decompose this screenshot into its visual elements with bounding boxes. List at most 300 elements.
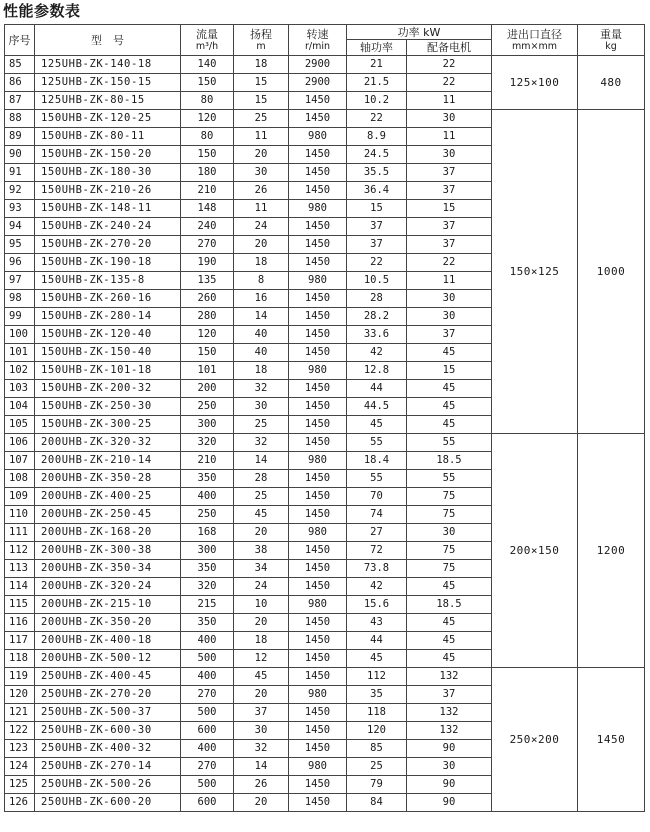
motor-power-cell: 132 (407, 722, 492, 740)
model-cell: 150UHB-ZK-150-40 (35, 344, 181, 362)
speed-cell: 980 (289, 686, 347, 704)
motor-power-cell: 75 (407, 542, 492, 560)
head-cell: 32 (234, 740, 289, 758)
head-cell: 14 (234, 308, 289, 326)
head-cell: 24 (234, 578, 289, 596)
flow-cell: 350 (181, 560, 234, 578)
shaft-power-cell: 112 (347, 668, 407, 686)
header-flow-label: 流量 (196, 27, 218, 41)
shaft-power-cell: 25 (347, 758, 407, 776)
shaft-power-cell: 12.8 (347, 362, 407, 380)
motor-power-cell: 37 (407, 218, 492, 236)
flow-cell: 500 (181, 776, 234, 794)
motor-power-cell: 45 (407, 614, 492, 632)
flow-cell: 320 (181, 578, 234, 596)
motor-power-cell: 37 (407, 326, 492, 344)
speed-cell: 980 (289, 758, 347, 776)
speed-cell: 1450 (289, 560, 347, 578)
speed-cell: 1450 (289, 794, 347, 812)
model-cell: 200UHB-ZK-350-28 (35, 470, 181, 488)
motor-power-cell: 45 (407, 632, 492, 650)
motor-power-cell: 75 (407, 488, 492, 506)
header-speed-label: 转速 (306, 27, 329, 41)
shaft-power-cell: 33.6 (347, 326, 407, 344)
header-flow (181, 25, 234, 56)
head-cell: 25 (234, 488, 289, 506)
diameter-cell: 150×125 (492, 110, 578, 434)
flow-cell: 80 (181, 128, 234, 146)
head-cell: 20 (234, 614, 289, 632)
speed-cell: 1450 (289, 110, 347, 128)
model-cell: 250UHB-ZK-400-32 (35, 740, 181, 758)
table-row (5, 56, 645, 74)
header-weight-label: 重量 (600, 27, 622, 41)
speed-cell: 1450 (289, 290, 347, 308)
speed-cell: 980 (289, 128, 347, 146)
seq-cell: 116 (5, 614, 35, 632)
model-cell: 150UHB-ZK-200-32 (35, 380, 181, 398)
shaft-power-cell: 28.2 (347, 308, 407, 326)
seq-cell: 109 (5, 488, 35, 506)
flow-cell: 120 (181, 326, 234, 344)
header-power: 功率 kW (347, 25, 492, 40)
flow-cell: 400 (181, 488, 234, 506)
header-head-unit: m (256, 40, 266, 52)
model-cell: 150UHB-ZK-148-11 (35, 200, 181, 218)
head-cell: 32 (234, 434, 289, 452)
head-cell: 40 (234, 326, 289, 344)
head-cell: 11 (234, 200, 289, 218)
seq-cell: 94 (5, 218, 35, 236)
shaft-power-cell: 15.6 (347, 596, 407, 614)
seq-cell: 93 (5, 200, 35, 218)
seq-cell: 102 (5, 362, 35, 380)
performance-table (4, 24, 645, 812)
seq-cell: 103 (5, 380, 35, 398)
shaft-power-cell: 21.5 (347, 74, 407, 92)
motor-power-cell: 37 (407, 236, 492, 254)
seq-cell: 92 (5, 182, 35, 200)
head-cell: 20 (234, 794, 289, 812)
head-cell: 28 (234, 470, 289, 488)
seq-cell: 97 (5, 272, 35, 290)
speed-cell: 980 (289, 272, 347, 290)
motor-power-cell: 132 (407, 668, 492, 686)
model-cell: 150UHB-ZK-190-18 (35, 254, 181, 272)
shaft-power-cell: 35 (347, 686, 407, 704)
seq-cell: 91 (5, 164, 35, 182)
motor-power-cell: 75 (407, 506, 492, 524)
flow-cell: 190 (181, 254, 234, 272)
seq-cell: 99 (5, 308, 35, 326)
head-cell: 20 (234, 686, 289, 704)
shaft-power-cell: 22 (347, 254, 407, 272)
seq-cell: 126 (5, 794, 35, 812)
model-cell: 200UHB-ZK-320-32 (35, 434, 181, 452)
model-cell: 250UHB-ZK-270-20 (35, 686, 181, 704)
speed-cell: 1450 (289, 182, 347, 200)
head-cell: 20 (234, 146, 289, 164)
model-cell: 200UHB-ZK-250-45 (35, 506, 181, 524)
speed-cell: 980 (289, 452, 347, 470)
flow-cell: 150 (181, 146, 234, 164)
model-cell: 200UHB-ZK-400-18 (35, 632, 181, 650)
speed-cell: 980 (289, 362, 347, 380)
motor-power-cell: 37 (407, 164, 492, 182)
head-cell: 15 (234, 74, 289, 92)
speed-cell: 1450 (289, 308, 347, 326)
motor-power-cell: 90 (407, 794, 492, 812)
header-diameter (492, 25, 578, 56)
diameter-cell: 200×150 (492, 434, 578, 668)
speed-cell: 1450 (289, 740, 347, 758)
motor-power-cell: 11 (407, 272, 492, 290)
shaft-power-cell: 37 (347, 236, 407, 254)
head-cell: 18 (234, 56, 289, 74)
seq-cell: 123 (5, 740, 35, 758)
head-cell: 20 (234, 236, 289, 254)
head-cell: 25 (234, 416, 289, 434)
shaft-power-cell: 10.5 (347, 272, 407, 290)
shaft-power-cell: 8.9 (347, 128, 407, 146)
seq-cell: 115 (5, 596, 35, 614)
header-diameter-label: 进出口直径 (507, 27, 562, 41)
speed-cell: 1450 (289, 434, 347, 452)
motor-power-cell: 30 (407, 290, 492, 308)
head-cell: 11 (234, 128, 289, 146)
flow-cell: 500 (181, 650, 234, 668)
head-cell: 15 (234, 92, 289, 110)
header-motor-power: 配备电机 (407, 40, 492, 56)
motor-power-cell: 15 (407, 200, 492, 218)
speed-cell: 1450 (289, 578, 347, 596)
head-cell: 20 (234, 524, 289, 542)
shaft-power-cell: 45 (347, 416, 407, 434)
seq-cell: 114 (5, 578, 35, 596)
seq-cell: 120 (5, 686, 35, 704)
seq-cell: 101 (5, 344, 35, 362)
header-head (234, 25, 289, 56)
model-cell: 200UHB-ZK-168-20 (35, 524, 181, 542)
model-cell: 150UHB-ZK-280-14 (35, 308, 181, 326)
model-cell: 200UHB-ZK-350-20 (35, 614, 181, 632)
motor-power-cell: 45 (407, 398, 492, 416)
model-cell: 150UHB-ZK-101-18 (35, 362, 181, 380)
head-cell: 32 (234, 380, 289, 398)
model-cell: 150UHB-ZK-300-25 (35, 416, 181, 434)
model-cell: 150UHB-ZK-150-20 (35, 146, 181, 164)
speed-cell: 1450 (289, 632, 347, 650)
model-cell: 150UHB-ZK-180-30 (35, 164, 181, 182)
flow-cell: 280 (181, 308, 234, 326)
model-cell: 150UHB-ZK-260-16 (35, 290, 181, 308)
seq-cell: 100 (5, 326, 35, 344)
seq-cell: 106 (5, 434, 35, 452)
flow-cell: 400 (181, 740, 234, 758)
flow-cell: 270 (181, 236, 234, 254)
speed-cell: 1450 (289, 398, 347, 416)
flow-cell: 180 (181, 164, 234, 182)
seq-cell: 113 (5, 560, 35, 578)
head-cell: 45 (234, 668, 289, 686)
head-cell: 30 (234, 722, 289, 740)
speed-cell: 1450 (289, 218, 347, 236)
shaft-power-cell: 27 (347, 524, 407, 542)
shaft-power-cell: 84 (347, 794, 407, 812)
model-cell: 150UHB-ZK-135-8 (35, 272, 181, 290)
flow-cell: 500 (181, 704, 234, 722)
speed-cell: 1450 (289, 236, 347, 254)
model-cell: 200UHB-ZK-215-10 (35, 596, 181, 614)
model-cell: 150UHB-ZK-240-24 (35, 218, 181, 236)
motor-power-cell: 55 (407, 470, 492, 488)
motor-power-cell: 90 (407, 776, 492, 794)
motor-power-cell: 30 (407, 146, 492, 164)
motor-power-cell: 37 (407, 686, 492, 704)
flow-cell: 215 (181, 596, 234, 614)
weight-cell: 1450 (578, 668, 645, 812)
shaft-power-cell: 79 (347, 776, 407, 794)
head-cell: 14 (234, 452, 289, 470)
shaft-power-cell: 18.4 (347, 452, 407, 470)
motor-power-cell: 30 (407, 758, 492, 776)
table-header (5, 25, 645, 56)
head-cell: 30 (234, 164, 289, 182)
motor-power-cell: 30 (407, 524, 492, 542)
shaft-power-cell: 44.5 (347, 398, 407, 416)
seq-cell: 117 (5, 632, 35, 650)
flow-cell: 150 (181, 344, 234, 362)
motor-power-cell: 18.5 (407, 596, 492, 614)
speed-cell: 1450 (289, 470, 347, 488)
motor-power-cell: 22 (407, 254, 492, 272)
shaft-power-cell: 37 (347, 218, 407, 236)
head-cell: 37 (234, 704, 289, 722)
header-shaft-power: 轴功率 (347, 40, 407, 56)
seq-cell: 86 (5, 74, 35, 92)
seq-cell: 98 (5, 290, 35, 308)
flow-cell: 320 (181, 434, 234, 452)
flow-cell: 300 (181, 542, 234, 560)
head-cell: 18 (234, 632, 289, 650)
shaft-power-cell: 44 (347, 380, 407, 398)
model-cell: 200UHB-ZK-500-12 (35, 650, 181, 668)
shaft-power-cell: 28 (347, 290, 407, 308)
seq-cell: 88 (5, 110, 35, 128)
model-cell: 125UHB-ZK-140-18 (35, 56, 181, 74)
head-cell: 40 (234, 344, 289, 362)
seq-cell: 89 (5, 128, 35, 146)
seq-cell: 124 (5, 758, 35, 776)
head-cell: 18 (234, 362, 289, 380)
shaft-power-cell: 72 (347, 542, 407, 560)
shaft-power-cell: 118 (347, 704, 407, 722)
header-seq: 序号 (5, 25, 35, 56)
shaft-power-cell: 44 (347, 632, 407, 650)
weight-cell: 1000 (578, 110, 645, 434)
weight-cell: 480 (578, 56, 645, 110)
header-weight (578, 25, 645, 56)
head-cell: 16 (234, 290, 289, 308)
seq-cell: 105 (5, 416, 35, 434)
head-cell: 38 (234, 542, 289, 560)
speed-cell: 1450 (289, 722, 347, 740)
flow-cell: 210 (181, 182, 234, 200)
seq-cell: 85 (5, 56, 35, 74)
model-cell: 250UHB-ZK-500-26 (35, 776, 181, 794)
shaft-power-cell: 55 (347, 470, 407, 488)
speed-cell: 2900 (289, 56, 347, 74)
table-row (5, 110, 645, 128)
model-cell: 200UHB-ZK-400-25 (35, 488, 181, 506)
motor-power-cell: 37 (407, 182, 492, 200)
motor-power-cell: 45 (407, 650, 492, 668)
motor-power-cell: 45 (407, 416, 492, 434)
speed-cell: 980 (289, 200, 347, 218)
flow-cell: 600 (181, 794, 234, 812)
motor-power-cell: 15 (407, 362, 492, 380)
flow-cell: 350 (181, 470, 234, 488)
header-head-label: 扬程 (250, 27, 272, 41)
seq-cell: 122 (5, 722, 35, 740)
diameter-cell: 125×100 (492, 56, 578, 110)
head-cell: 34 (234, 560, 289, 578)
motor-power-cell: 11 (407, 128, 492, 146)
speed-cell: 1450 (289, 650, 347, 668)
motor-power-cell: 55 (407, 434, 492, 452)
seq-cell: 108 (5, 470, 35, 488)
speed-cell: 1450 (289, 488, 347, 506)
model-cell: 150UHB-ZK-270-20 (35, 236, 181, 254)
seq-cell: 121 (5, 704, 35, 722)
flow-cell: 140 (181, 56, 234, 74)
model-cell: 150UHB-ZK-120-25 (35, 110, 181, 128)
motor-power-cell: 90 (407, 740, 492, 758)
model-cell: 200UHB-ZK-300-38 (35, 542, 181, 560)
model-cell: 200UHB-ZK-320-24 (35, 578, 181, 596)
speed-cell: 2900 (289, 74, 347, 92)
motor-power-cell: 132 (407, 704, 492, 722)
model-cell: 200UHB-ZK-210-14 (35, 452, 181, 470)
flow-cell: 120 (181, 110, 234, 128)
head-cell: 45 (234, 506, 289, 524)
head-cell: 10 (234, 596, 289, 614)
flow-cell: 350 (181, 614, 234, 632)
model-cell: 200UHB-ZK-350-34 (35, 560, 181, 578)
seq-cell: 112 (5, 542, 35, 560)
header-speed-unit: r/min (304, 40, 331, 52)
shaft-power-cell: 73.8 (347, 560, 407, 578)
motor-power-cell: 45 (407, 344, 492, 362)
flow-cell: 168 (181, 524, 234, 542)
motor-power-cell: 45 (407, 380, 492, 398)
header-diameter-unit: mm×mm (512, 40, 557, 52)
model-cell: 250UHB-ZK-600-30 (35, 722, 181, 740)
speed-cell: 980 (289, 596, 347, 614)
seq-cell: 125 (5, 776, 35, 794)
model-cell: 150UHB-ZK-210-26 (35, 182, 181, 200)
flow-cell: 250 (181, 398, 234, 416)
shaft-power-cell: 22 (347, 110, 407, 128)
flow-cell: 270 (181, 686, 234, 704)
seq-cell: 104 (5, 398, 35, 416)
shaft-power-cell: 74 (347, 506, 407, 524)
shaft-power-cell: 21 (347, 56, 407, 74)
speed-cell: 1450 (289, 344, 347, 362)
shaft-power-cell: 24.5 (347, 146, 407, 164)
model-cell: 150UHB-ZK-120-40 (35, 326, 181, 344)
seq-cell: 111 (5, 524, 35, 542)
model-cell: 125UHB-ZK-80-15 (35, 92, 181, 110)
head-cell: 26 (234, 776, 289, 794)
head-cell: 24 (234, 218, 289, 236)
flow-cell: 240 (181, 218, 234, 236)
head-cell: 18 (234, 254, 289, 272)
flow-cell: 101 (181, 362, 234, 380)
table-body (5, 56, 645, 812)
speed-cell: 1450 (289, 506, 347, 524)
head-cell: 14 (234, 758, 289, 776)
seq-cell: 90 (5, 146, 35, 164)
flow-cell: 80 (181, 92, 234, 110)
motor-power-cell: 18.5 (407, 452, 492, 470)
shaft-power-cell: 43 (347, 614, 407, 632)
shaft-power-cell: 35.5 (347, 164, 407, 182)
model-cell: 150UHB-ZK-80-11 (35, 128, 181, 146)
header-model: 型 号 (35, 25, 181, 56)
speed-cell: 1450 (289, 416, 347, 434)
flow-cell: 600 (181, 722, 234, 740)
shaft-power-cell: 55 (347, 434, 407, 452)
speed-cell: 1450 (289, 380, 347, 398)
shaft-power-cell: 42 (347, 578, 407, 596)
shaft-power-cell: 15 (347, 200, 407, 218)
head-cell: 30 (234, 398, 289, 416)
seq-cell: 96 (5, 254, 35, 272)
speed-cell: 1450 (289, 254, 347, 272)
head-cell: 12 (234, 650, 289, 668)
motor-power-cell: 30 (407, 110, 492, 128)
speed-cell: 1450 (289, 704, 347, 722)
speed-cell: 980 (289, 524, 347, 542)
model-cell: 150UHB-ZK-250-30 (35, 398, 181, 416)
shaft-power-cell: 42 (347, 344, 407, 362)
speed-cell: 1450 (289, 164, 347, 182)
seq-cell: 95 (5, 236, 35, 254)
motor-power-cell: 11 (407, 92, 492, 110)
table-row (5, 668, 645, 686)
model-cell: 250UHB-ZK-500-37 (35, 704, 181, 722)
header-speed (289, 25, 347, 56)
flow-cell: 270 (181, 758, 234, 776)
flow-cell: 400 (181, 668, 234, 686)
weight-cell: 1200 (578, 434, 645, 668)
motor-power-cell: 30 (407, 308, 492, 326)
flow-cell: 135 (181, 272, 234, 290)
shaft-power-cell: 85 (347, 740, 407, 758)
seq-cell: 118 (5, 650, 35, 668)
shaft-power-cell: 45 (347, 650, 407, 668)
speed-cell: 1450 (289, 776, 347, 794)
table-row (5, 434, 645, 452)
flow-cell: 300 (181, 416, 234, 434)
model-cell: 125UHB-ZK-150-15 (35, 74, 181, 92)
flow-cell: 150 (181, 74, 234, 92)
motor-power-cell: 75 (407, 560, 492, 578)
flow-cell: 210 (181, 452, 234, 470)
motor-power-cell: 22 (407, 74, 492, 92)
motor-power-cell: 45 (407, 578, 492, 596)
